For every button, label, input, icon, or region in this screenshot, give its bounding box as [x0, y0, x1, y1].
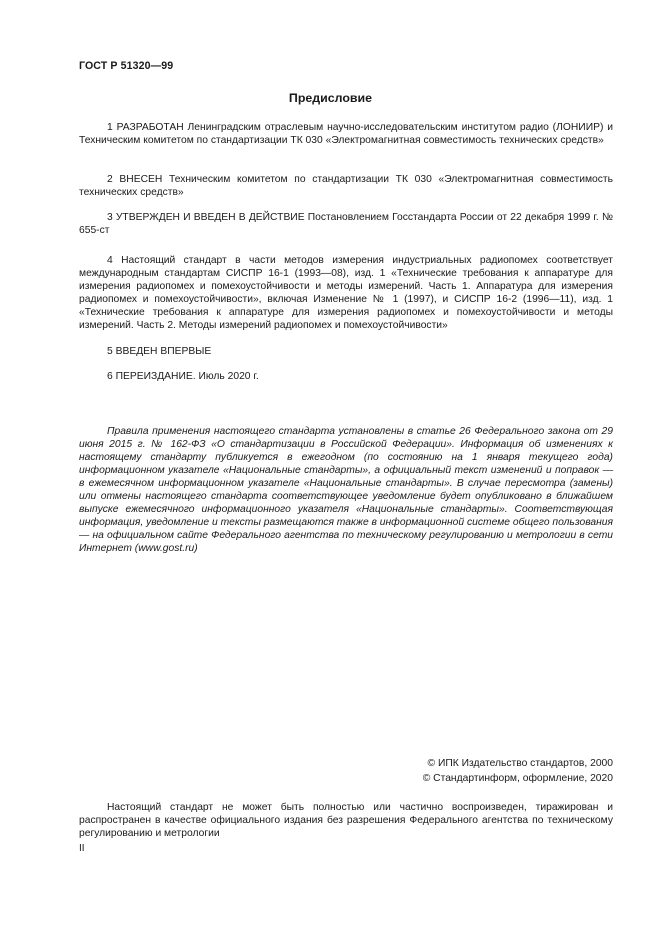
preface-item-5: 5 ВВЕДЕН ВПЕРВЫЕ	[107, 346, 212, 357]
preface-item-4: 4 Настоящий стандарт в части методов измерения индустриальных радиопомех соответствует международным стандартам СИСПР 16-1 (1993—08), изд. 1 «Технические требования к аппаратуре для измерения радиопомех и помехоустойчивости и методы измерений. Часть 1. Аппаратура для измерения радиопомех и помехоустойчивости», включая Изменение № 1 (1997), и СИСПР 16-2 (1996—11), изд. 1 «Технические требования к аппаратуре для измерения радиопомех и помехоустойчивости и методы измерений. Часть 2. Методы измерений радиопомех и помехоустойчивости»	[79, 255, 613, 331]
preface-item-6: 6 ПЕРЕИЗДАНИЕ. Июль 2020 г.	[107, 371, 259, 382]
standard-application-notice: Правила применения настоящего стандарта установлены в статье 26 Федерального закона от 29 июня 2015 г. № 162-ФЗ «О стандартизации в Российской Федерации». Информация об изменениях к настоящему стандарту публикуется в ежегодном (по состоянию на 1 января текущего года) информационном указателе «Национальные стандарты», а официальный текст изменений и поправок — в ежемесячном информационном указателе «Национальные стандарты». В случае пересмотра (замены) или отмены настоящего стандарта соответствующее уведомление будет опубликовано в ближайшем выпуске ежемесячного информационного указателя «Национальные стандарты». Соответствующая информация, уведомление и тексты размещаются также в информационной системе общего пользования — на официальном сайте Федерального агентства по техническому регулированию и метрологии в сети Интернет (www.gost.ru)	[79, 426, 613, 554]
document-code: ГОСТ Р 51320—99	[79, 60, 174, 72]
copyright-publisher: © ИПК Издательство стандартов, 2000	[427, 758, 613, 769]
rights-notice: Настоящий стандарт не может быть полностью или частично воспроизведен, тиражирован и распространен в качестве официального издания без разрешения Федерального агентства по техническому регулированию и метрологии	[79, 802, 613, 839]
preface-title: Предисловие	[288, 91, 373, 105]
copyright-design: © Стандартинформ, оформление, 2020	[422, 773, 613, 784]
preface-item-2: 2 ВНЕСЕН Техническим комитетом по стандартизации ТК 030 «Электромагнитная совместимость технических средств»	[79, 174, 613, 198]
page-number: II	[79, 843, 85, 854]
preface-item-1: 1 РАЗРАБОТАН Ленинградским отраслевым научно-исследовательским институтом радио (ЛОНИИР) и Техническим комитетом по стандартизации ТК 030 «Электромагнитная совместимость технических средств»	[79, 122, 613, 146]
preface-item-3: 3 УТВЕРЖДЕН И ВВЕДЕН В ДЕЙСТВИЕ Постановлением Госстандарта России от 22 декабря 1999 г. № 655-ст	[79, 212, 613, 236]
